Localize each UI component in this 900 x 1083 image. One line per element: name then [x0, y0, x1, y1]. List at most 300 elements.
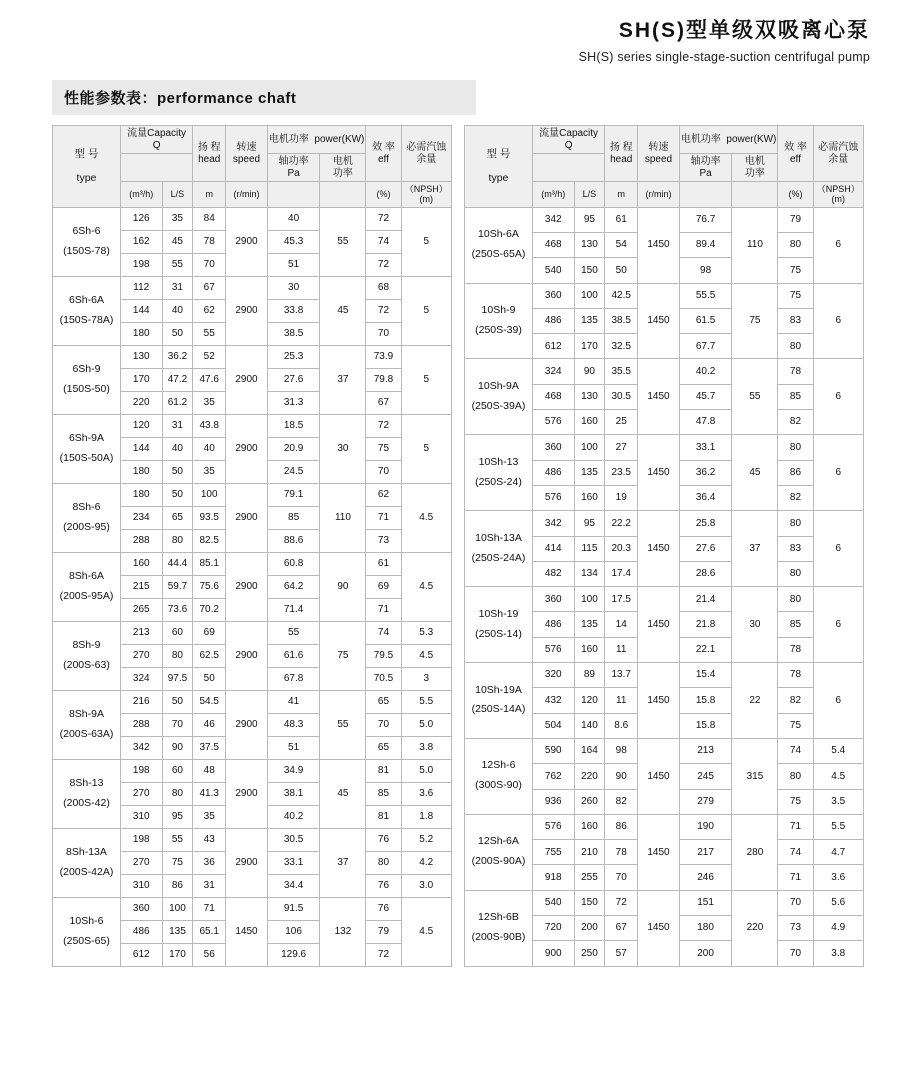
capacity-m3h-cell: 360 — [532, 435, 574, 460]
capacity-ls-cell: 35 — [162, 207, 193, 230]
head-cell: 19 — [605, 485, 638, 510]
pump-type-cell: 12Sh-6A (200S-90A) — [465, 814, 533, 890]
shaft-power-cell: 151 — [679, 890, 732, 915]
pump-type-cell: 8Sh-6 (200S-95) — [53, 483, 121, 552]
table-row — [53, 690, 452, 713]
efficiency-cell: 72 — [366, 414, 401, 437]
col-header-unit-npsh: （NPSH） (m) — [813, 182, 864, 208]
motor-power-cell: 110 — [320, 483, 366, 552]
efficiency-cell: 73 — [366, 529, 401, 552]
shaft-power-cell: 279 — [679, 789, 732, 814]
capacity-m3h-cell: 220 — [120, 391, 162, 414]
efficiency-cell: 62 — [366, 483, 401, 506]
efficiency-cell: 74 — [778, 840, 813, 865]
head-cell: 72 — [605, 890, 638, 915]
pump-type-cell: 8Sh-13A (200S-42A) — [53, 828, 121, 897]
capacity-m3h-cell: 486 — [532, 308, 574, 333]
head-cell: 62.5 — [193, 644, 226, 667]
pump-type-cell: 6Sh-9A (150S-50A) — [53, 414, 121, 483]
col-header-motor-power: 电机 功率 — [320, 154, 366, 182]
speed-cell: 1450 — [638, 511, 680, 587]
capacity-m3h-cell: 170 — [120, 368, 162, 391]
efficiency-cell: 80 — [778, 511, 813, 536]
capacity-ls-cell: 135 — [574, 308, 605, 333]
performance-table-left — [52, 125, 452, 967]
efficiency-cell: 80 — [778, 764, 813, 789]
capacity-m3h-cell: 120 — [120, 414, 162, 437]
capacity-ls-cell: 70 — [162, 713, 193, 736]
capacity-ls-cell: 100 — [574, 283, 605, 308]
npsh-cell: 3.8 — [813, 941, 864, 966]
col-header-power: 电机功率 power(KW) — [679, 126, 778, 154]
motor-power-cell: 37 — [732, 511, 778, 587]
capacity-ls-cell: 80 — [162, 644, 193, 667]
capacity-ls-cell: 40 — [162, 299, 193, 322]
npsh-cell: 5.6 — [813, 890, 864, 915]
head-cell: 47.6 — [193, 368, 226, 391]
capacity-m3h-cell: 180 — [120, 483, 162, 506]
pump-type-cell: 10Sh-13 (250S-24) — [465, 435, 533, 511]
shaft-power-cell: 200 — [679, 941, 732, 966]
head-cell: 82 — [605, 789, 638, 814]
shaft-power-cell: 40.2 — [679, 359, 732, 384]
motor-power-cell: 55 — [320, 207, 366, 276]
capacity-ls-cell: 164 — [574, 738, 605, 763]
col-header-capacity: 流量Capacity Q — [120, 126, 192, 154]
col-header-unit-speed: (r/min) — [226, 182, 268, 208]
capacity-ls-cell: 31 — [162, 414, 193, 437]
capacity-m3h-cell: 324 — [532, 359, 574, 384]
efficiency-cell: 70 — [366, 713, 401, 736]
capacity-ls-cell: 100 — [162, 897, 193, 920]
pump-type-cell: 6Sh-6A (150S-78A) — [53, 276, 121, 345]
capacity-m3h-cell: 288 — [120, 713, 162, 736]
shaft-power-cell: 98 — [679, 258, 732, 283]
head-cell: 57 — [605, 941, 638, 966]
capacity-ls-cell: 86 — [162, 874, 193, 897]
capacity-ls-cell: 47.2 — [162, 368, 193, 391]
efficiency-cell: 75 — [778, 283, 813, 308]
col-header-shaft-power: 轴功率 Pa — [267, 154, 320, 182]
capacity-m3h-cell: 360 — [532, 283, 574, 308]
shaft-power-cell: 190 — [679, 814, 732, 839]
efficiency-cell: 71 — [366, 506, 401, 529]
head-cell: 43 — [193, 828, 226, 851]
head-cell: 14 — [605, 612, 638, 637]
shaft-power-cell: 85 — [267, 506, 320, 529]
capacity-m3h-cell: 180 — [120, 460, 162, 483]
capacity-ls-cell: 160 — [574, 814, 605, 839]
efficiency-cell: 71 — [778, 814, 813, 839]
pump-type-cell: 10Sh-13A (250S-24A) — [465, 511, 533, 587]
shaft-power-cell: 18.5 — [267, 414, 320, 437]
capacity-ls-cell: 160 — [574, 410, 605, 435]
npsh-cell: 3.6 — [813, 865, 864, 890]
efficiency-cell: 70 — [366, 460, 401, 483]
shaft-power-cell: 67.8 — [267, 667, 320, 690]
motor-power-cell: 90 — [320, 552, 366, 621]
npsh-cell: 4.2 — [401, 851, 452, 874]
npsh-cell: 6 — [813, 359, 864, 435]
head-cell: 17.4 — [605, 561, 638, 586]
capacity-m3h-cell: 198 — [120, 759, 162, 782]
capacity-m3h-cell: 486 — [120, 920, 162, 943]
speed-cell: 1450 — [638, 283, 680, 359]
col-header-capacity: 流量Capacity Q — [532, 126, 604, 154]
npsh-cell: 6 — [813, 435, 864, 511]
efficiency-cell: 80 — [778, 334, 813, 359]
efficiency-cell: 75 — [778, 713, 813, 738]
head-cell: 86 — [605, 814, 638, 839]
capacity-ls-cell: 55 — [162, 828, 193, 851]
capacity-ls-cell: 45 — [162, 230, 193, 253]
npsh-cell: 5.0 — [401, 759, 452, 782]
head-cell: 84 — [193, 207, 226, 230]
col-header-npsh: 必需汽蚀 余量 — [401, 126, 452, 182]
capacity-m3h-cell: 324 — [120, 667, 162, 690]
capacity-ls-cell: 95 — [162, 805, 193, 828]
capacity-ls-cell: 115 — [574, 536, 605, 561]
npsh-cell: 6 — [813, 283, 864, 359]
shaft-power-cell: 15.8 — [679, 688, 732, 713]
capacity-ls-cell: 75 — [162, 851, 193, 874]
col-header-unit-m3h: (m³/h) — [120, 182, 162, 208]
shaft-power-cell: 60.8 — [267, 552, 320, 575]
capacity-m3h-cell: 612 — [120, 943, 162, 966]
shaft-power-cell: 25.3 — [267, 345, 320, 368]
npsh-cell: 6 — [813, 587, 864, 663]
efficiency-cell: 81 — [366, 805, 401, 828]
col-header-type: 型 号 type — [465, 126, 533, 208]
head-cell: 23.5 — [605, 460, 638, 485]
head-cell: 35 — [193, 805, 226, 828]
head-cell: 75.6 — [193, 575, 226, 598]
col-header-capacity-sub — [120, 154, 192, 182]
shaft-power-cell: 79.1 — [267, 483, 320, 506]
table-row — [465, 207, 864, 232]
shaft-power-cell: 106 — [267, 920, 320, 943]
npsh-cell: 4.5 — [401, 552, 452, 621]
efficiency-cell: 80 — [366, 851, 401, 874]
npsh-cell: 6 — [813, 663, 864, 739]
section-title: 性能参数表：performance chaft — [52, 80, 476, 115]
efficiency-cell: 83 — [778, 536, 813, 561]
capacity-m3h-cell: 160 — [120, 552, 162, 575]
shaft-power-cell: 38.1 — [267, 782, 320, 805]
capacity-m3h-cell: 144 — [120, 299, 162, 322]
head-cell: 62 — [193, 299, 226, 322]
capacity-ls-cell: 61.2 — [162, 391, 193, 414]
head-cell: 35 — [193, 391, 226, 414]
col-header-unit-eff: (%) — [366, 182, 401, 208]
speed-cell: 1450 — [638, 814, 680, 890]
motor-power-cell: 280 — [732, 814, 778, 890]
shaft-power-cell: 40 — [267, 207, 320, 230]
npsh-cell: 6 — [813, 511, 864, 587]
capacity-ls-cell: 90 — [162, 736, 193, 759]
capacity-m3h-cell: 265 — [120, 598, 162, 621]
speed-cell: 1450 — [638, 587, 680, 663]
npsh-cell: 4.5 — [813, 764, 864, 789]
head-cell: 67 — [193, 276, 226, 299]
capacity-m3h-cell: 900 — [532, 941, 574, 966]
pump-type-cell: 10Sh-19 (250S-14) — [465, 587, 533, 663]
shaft-power-cell: 55 — [267, 621, 320, 644]
table-row — [465, 435, 864, 460]
efficiency-cell: 71 — [366, 598, 401, 621]
efficiency-cell: 82 — [778, 410, 813, 435]
capacity-m3h-cell: 112 — [120, 276, 162, 299]
col-header-unit-eff: (%) — [778, 182, 813, 208]
capacity-ls-cell: 260 — [574, 789, 605, 814]
shaft-power-cell: 47.8 — [679, 410, 732, 435]
table-row — [465, 587, 864, 612]
shaft-power-cell: 36.2 — [679, 460, 732, 485]
capacity-ls-cell: 130 — [574, 232, 605, 257]
capacity-m3h-cell: 576 — [532, 485, 574, 510]
capacity-ls-cell: 255 — [574, 865, 605, 890]
efficiency-cell: 71 — [778, 865, 813, 890]
capacity-m3h-cell: 612 — [532, 334, 574, 359]
pump-type-cell: 10Sh-6 (250S-65) — [53, 897, 121, 966]
npsh-cell: 4.5 — [401, 644, 452, 667]
efficiency-cell: 73 — [778, 916, 813, 941]
npsh-cell: 5 — [401, 207, 452, 276]
speed-cell: 1450 — [638, 207, 680, 283]
shaft-power-cell: 61.6 — [267, 644, 320, 667]
table-row — [53, 207, 452, 230]
head-cell: 98 — [605, 738, 638, 763]
motor-power-cell: 37 — [320, 828, 366, 897]
capacity-m3h-cell: 320 — [532, 663, 574, 688]
col-header-unit-shaft — [267, 182, 320, 208]
npsh-cell: 3.8 — [401, 736, 452, 759]
npsh-cell: 5.2 — [401, 828, 452, 851]
capacity-m3h-cell: 762 — [532, 764, 574, 789]
shaft-power-cell: 129.6 — [267, 943, 320, 966]
efficiency-cell: 83 — [778, 308, 813, 333]
capacity-m3h-cell: 288 — [120, 529, 162, 552]
capacity-ls-cell: 160 — [574, 485, 605, 510]
capacity-m3h-cell: 755 — [532, 840, 574, 865]
capacity-ls-cell: 130 — [574, 384, 605, 409]
speed-cell: 1450 — [638, 890, 680, 966]
shaft-power-cell: 24.5 — [267, 460, 320, 483]
efficiency-cell: 79 — [366, 920, 401, 943]
motor-power-cell: 22 — [732, 663, 778, 739]
head-cell: 48 — [193, 759, 226, 782]
npsh-cell: 5.5 — [401, 690, 452, 713]
head-cell: 78 — [605, 840, 638, 865]
head-cell: 11 — [605, 637, 638, 662]
head-cell: 25 — [605, 410, 638, 435]
speed-cell: 2900 — [226, 828, 268, 897]
head-cell: 30.5 — [605, 384, 638, 409]
efficiency-cell: 76 — [366, 897, 401, 920]
npsh-cell: 3.0 — [401, 874, 452, 897]
pump-type-cell: 10Sh-19A (250S-14A) — [465, 663, 533, 739]
shaft-power-cell: 31.3 — [267, 391, 320, 414]
capacity-m3h-cell: 310 — [120, 805, 162, 828]
head-cell: 36 — [193, 851, 226, 874]
capacity-m3h-cell: 342 — [532, 207, 574, 232]
capacity-m3h-cell: 576 — [532, 410, 574, 435]
capacity-ls-cell: 170 — [574, 334, 605, 359]
capacity-m3h-cell: 486 — [532, 612, 574, 637]
pump-type-cell: 6Sh-9 (150S-50) — [53, 345, 121, 414]
efficiency-cell: 74 — [366, 230, 401, 253]
efficiency-cell: 79.8 — [366, 368, 401, 391]
col-header-type: 型 号 type — [53, 126, 121, 208]
efficiency-cell: 76 — [366, 828, 401, 851]
col-header-unit-ls: L/S — [162, 182, 193, 208]
capacity-ls-cell: 150 — [574, 258, 605, 283]
head-cell: 54.5 — [193, 690, 226, 713]
capacity-ls-cell: 31 — [162, 276, 193, 299]
table-row — [465, 738, 864, 763]
capacity-ls-cell: 89 — [574, 663, 605, 688]
efficiency-cell: 75 — [778, 789, 813, 814]
head-cell: 71 — [193, 897, 226, 920]
shaft-power-cell: 30.5 — [267, 828, 320, 851]
head-cell: 32.5 — [605, 334, 638, 359]
capacity-m3h-cell: 360 — [120, 897, 162, 920]
speed-cell: 1450 — [638, 738, 680, 814]
speed-cell: 2900 — [226, 345, 268, 414]
capacity-ls-cell: 170 — [162, 943, 193, 966]
capacity-ls-cell: 65 — [162, 506, 193, 529]
npsh-cell: 5 — [401, 345, 452, 414]
efficiency-cell: 70.5 — [366, 667, 401, 690]
npsh-cell: 3 — [401, 667, 452, 690]
head-cell: 55 — [193, 322, 226, 345]
motor-power-cell: 30 — [320, 414, 366, 483]
capacity-ls-cell: 100 — [574, 587, 605, 612]
capacity-ls-cell: 59.7 — [162, 575, 193, 598]
capacity-ls-cell: 200 — [574, 916, 605, 941]
shaft-power-cell: 71.4 — [267, 598, 320, 621]
efficiency-cell: 85 — [366, 782, 401, 805]
capacity-m3h-cell: 720 — [532, 916, 574, 941]
table-row — [53, 276, 452, 299]
capacity-ls-cell: 95 — [574, 207, 605, 232]
head-cell: 40 — [193, 437, 226, 460]
head-cell: 78 — [193, 230, 226, 253]
table-row — [465, 511, 864, 536]
capacity-ls-cell: 50 — [162, 322, 193, 345]
shaft-power-cell: 15.4 — [679, 663, 732, 688]
shaft-power-cell: 20.9 — [267, 437, 320, 460]
table-row — [53, 828, 452, 851]
capacity-m3h-cell: 180 — [120, 322, 162, 345]
capacity-m3h-cell: 215 — [120, 575, 162, 598]
head-cell: 17.5 — [605, 587, 638, 612]
capacity-m3h-cell: 360 — [532, 587, 574, 612]
npsh-cell: 1.8 — [401, 805, 452, 828]
efficiency-cell: 67 — [366, 391, 401, 414]
shaft-power-cell: 91.5 — [267, 897, 320, 920]
head-cell: 56 — [193, 943, 226, 966]
head-cell: 93.5 — [193, 506, 226, 529]
shaft-power-cell: 41 — [267, 690, 320, 713]
efficiency-cell: 72 — [366, 207, 401, 230]
speed-cell: 2900 — [226, 621, 268, 690]
shaft-power-cell: 45.7 — [679, 384, 732, 409]
pump-type-cell: 8Sh-9A (200S-63A) — [53, 690, 121, 759]
head-cell: 70.2 — [193, 598, 226, 621]
shaft-power-cell: 51 — [267, 253, 320, 276]
efficiency-cell: 75 — [366, 437, 401, 460]
shaft-power-cell: 213 — [679, 738, 732, 763]
shaft-power-cell: 45.3 — [267, 230, 320, 253]
motor-power-cell: 220 — [732, 890, 778, 966]
table-row — [465, 890, 864, 915]
speed-cell: 2900 — [226, 759, 268, 828]
capacity-m3h-cell: 576 — [532, 814, 574, 839]
head-cell: 85.1 — [193, 552, 226, 575]
speed-cell: 2900 — [226, 552, 268, 621]
efficiency-cell: 80 — [778, 232, 813, 257]
shaft-power-cell: 217 — [679, 840, 732, 865]
efficiency-cell: 75 — [778, 258, 813, 283]
shaft-power-cell: 15.8 — [679, 713, 732, 738]
capacity-m3h-cell: 198 — [120, 828, 162, 851]
head-cell: 38.5 — [605, 308, 638, 333]
head-cell: 52 — [193, 345, 226, 368]
capacity-m3h-cell: 270 — [120, 782, 162, 805]
speed-cell: 1450 — [638, 359, 680, 435]
capacity-ls-cell: 135 — [574, 612, 605, 637]
shaft-power-cell: 33.1 — [679, 435, 732, 460]
col-header-power: 电机功率 power(KW) — [267, 126, 366, 154]
head-cell: 35.5 — [605, 359, 638, 384]
shaft-power-cell: 67.7 — [679, 334, 732, 359]
table-row — [465, 663, 864, 688]
efficiency-cell: 81 — [366, 759, 401, 782]
npsh-cell: 5 — [401, 276, 452, 345]
capacity-ls-cell: 55 — [162, 253, 193, 276]
col-header-capacity-sub — [532, 154, 604, 182]
capacity-ls-cell: 140 — [574, 713, 605, 738]
capacity-ls-cell: 80 — [162, 782, 193, 805]
shaft-power-cell: 246 — [679, 865, 732, 890]
capacity-m3h-cell: 414 — [532, 536, 574, 561]
npsh-cell: 4.7 — [813, 840, 864, 865]
efficiency-cell: 80 — [778, 587, 813, 612]
shaft-power-cell: 180 — [679, 916, 732, 941]
head-cell: 67 — [605, 916, 638, 941]
col-header-motor-power: 电机 功率 — [732, 154, 778, 182]
col-header-speed: 转速 speed — [638, 126, 680, 182]
efficiency-cell: 80 — [778, 561, 813, 586]
speed-cell: 2900 — [226, 483, 268, 552]
efficiency-cell: 70 — [778, 941, 813, 966]
head-cell: 37.5 — [193, 736, 226, 759]
col-header-unit-m3h: (m³/h) — [532, 182, 574, 208]
motor-power-cell: 55 — [320, 690, 366, 759]
capacity-m3h-cell: 468 — [532, 384, 574, 409]
shaft-power-cell: 33.1 — [267, 851, 320, 874]
speed-cell: 1450 — [638, 663, 680, 739]
capacity-ls-cell: 210 — [574, 840, 605, 865]
col-header-head: 扬 程 head — [193, 126, 226, 182]
head-cell: 22.2 — [605, 511, 638, 536]
shaft-power-cell: 27.6 — [679, 536, 732, 561]
col-header-shaft-power: 轴功率 Pa — [679, 154, 732, 182]
shaft-power-cell: 25.8 — [679, 511, 732, 536]
efficiency-cell: 78 — [778, 359, 813, 384]
npsh-cell: 5.3 — [401, 621, 452, 644]
